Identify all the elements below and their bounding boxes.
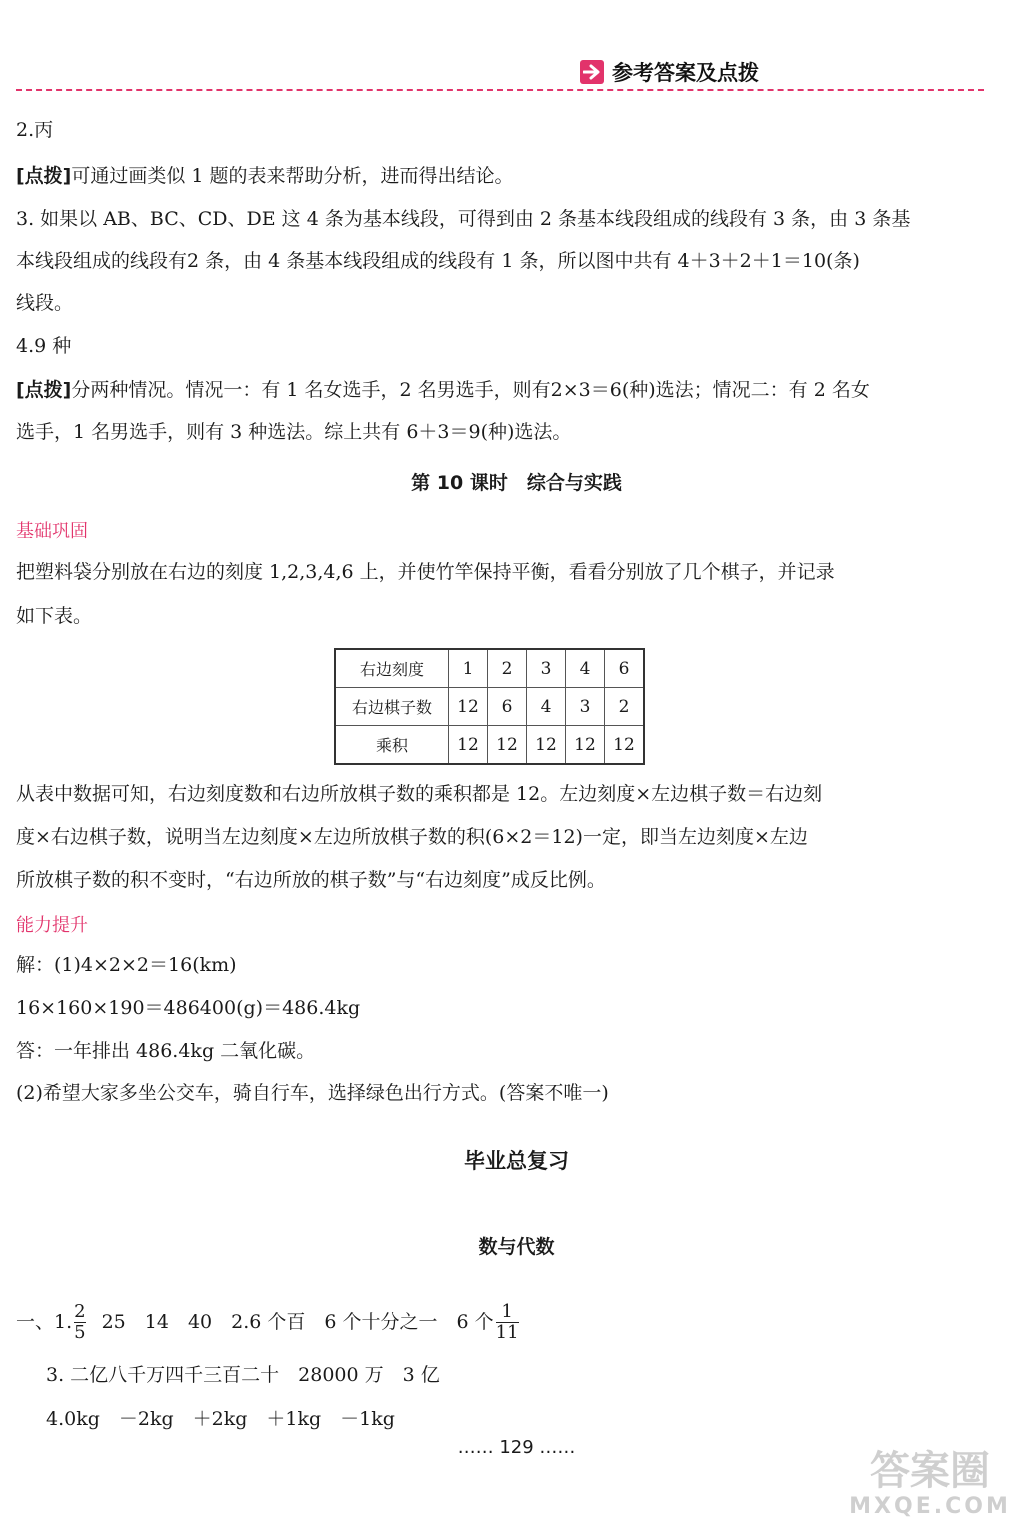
table-cell: 2 — [605, 688, 645, 726]
answer-line-q1 — [16, 1302, 521, 1342]
page-header — [580, 58, 759, 86]
answer-line: 选手，1 名男选手，则有 3 种选法。综上共有 6＋3＝9(种)选法。 — [16, 421, 572, 443]
review-title: 毕业总复习 — [464, 1149, 569, 1173]
lesson-title: 第 10 课时 综合与实践 — [411, 472, 622, 494]
analysis-text: 所放棋子数的积不变时，“右边所放的棋子数”与“右边刻度”成反比例。 — [16, 869, 606, 891]
row-header: 乘积 — [335, 726, 449, 765]
solution-line: 16×160×190＝486400(g)＝486.4kg — [16, 997, 361, 1019]
analysis-text: 从表中数据可知，右边刻度数和右边所放棋子数的乘积都是 12。左边刻度×左边棋子数＝右边刻 — [16, 783, 823, 805]
header-title: 参考答案及点拨 — [612, 61, 759, 85]
sub-title: 数与代数 — [478, 1236, 555, 1258]
question-text: 如下表。 — [16, 605, 93, 627]
table-cell: 6 — [605, 649, 645, 688]
question-text: 把塑料袋分别放在右边的刻度 1,2,3,4,6 上，并使竹竿保持平衡，看看分别放了几个棋子，并记录 — [16, 561, 835, 583]
fraction — [496, 1302, 519, 1343]
hint-line — [16, 377, 870, 403]
answer-line: 2.丙 — [16, 119, 54, 141]
answer-line-q4: 4.0kg －2kg ＋2kg ＋1kg －1kg — [46, 1408, 395, 1430]
table-cell: 4 — [527, 688, 566, 726]
solution-line: 答：一年排出 486.4kg 二氧化碳。 — [16, 1040, 316, 1062]
section-label-advanced: 能力提升 — [16, 915, 88, 936]
hint-line — [16, 163, 514, 189]
solution-line: (2)希望大家多坐公交车，骑自行车，选择绿色出行方式。(答案不唯一) — [16, 1082, 609, 1104]
table-row — [335, 649, 644, 688]
hint-tag: [点拨] — [16, 379, 72, 401]
table-cell: 2 — [488, 649, 527, 688]
table-row — [335, 726, 644, 765]
watermark-text: 答案圈 — [870, 1448, 990, 1494]
answer-line-q3: 3. 二亿八千万四千三百二十 28000 万 3 亿 — [46, 1364, 440, 1386]
table-cell: 4 — [566, 649, 605, 688]
fraction-numerator: 1 — [501, 1300, 513, 1322]
row-header: 右边棋子数 — [335, 688, 449, 726]
hint-text: 分两种情况。情况一：有 1 名女选手，2 名男选手，则有2×3＝6(种)选法；情况二：有 2 名女 — [71, 379, 870, 401]
table-row — [335, 688, 644, 726]
fraction-denominator: 5 — [74, 1321, 86, 1343]
answer-line: 线段。 — [16, 292, 74, 314]
arrow-right-icon — [580, 60, 604, 84]
solution-line: 解：(1)4×2×2＝16(km) — [16, 954, 237, 976]
analysis-text: 度×右边棋子数，说明当左边刻度×左边所放棋子数的积(6×2＝12)一定，即当左边刻度×左边 — [16, 826, 808, 848]
hint-tag: [点拨] — [16, 165, 72, 187]
answer-line: 4.9 种 — [16, 335, 72, 357]
section-label-basic: 基础巩固 — [16, 521, 88, 542]
header-divider — [16, 89, 984, 91]
table-cell: 12 — [527, 726, 566, 765]
fraction — [74, 1302, 85, 1343]
answer-line: 本线段组成的线段有2 条，由 4 条基本线段组成的线段有 1 条，所以图中共有 4＋3＋2＋1＝10(条) — [16, 250, 860, 272]
fraction-numerator: 2 — [74, 1300, 86, 1322]
table-cell: 12 — [605, 726, 645, 765]
answer-line: 3. 如果以 AB、BC、CD、DE 这 4 条为基本线段，可得到由 2 条基本线段组成的线段有 3 条，由 3 条基 — [16, 208, 911, 230]
table-cell: 3 — [527, 649, 566, 688]
hint-text: 可通过画类似 1 题的表来帮助分析，进而得出结论。 — [71, 165, 514, 187]
table-cell: 12 — [449, 726, 488, 765]
watermark-domain: MXQE.COM — [849, 1494, 1011, 1519]
row-header: 右边刻度 — [335, 649, 449, 688]
q1-rest: 25 14 40 2.6 个百 6 个十分之一 6 个 — [101, 1311, 494, 1333]
table-cell: 12 — [566, 726, 605, 765]
table-cell: 1 — [449, 649, 488, 688]
page-number: …… 129 …… — [457, 1437, 576, 1458]
data-table — [334, 648, 645, 765]
table-cell: 12 — [488, 726, 527, 765]
q1-prefix: 一、1. — [16, 1311, 73, 1333]
watermark-logo — [840, 1448, 1020, 1530]
fraction-denominator: 11 — [495, 1321, 519, 1343]
table-cell: 12 — [449, 688, 488, 726]
table-cell: 6 — [488, 688, 527, 726]
table-cell: 3 — [566, 688, 605, 726]
